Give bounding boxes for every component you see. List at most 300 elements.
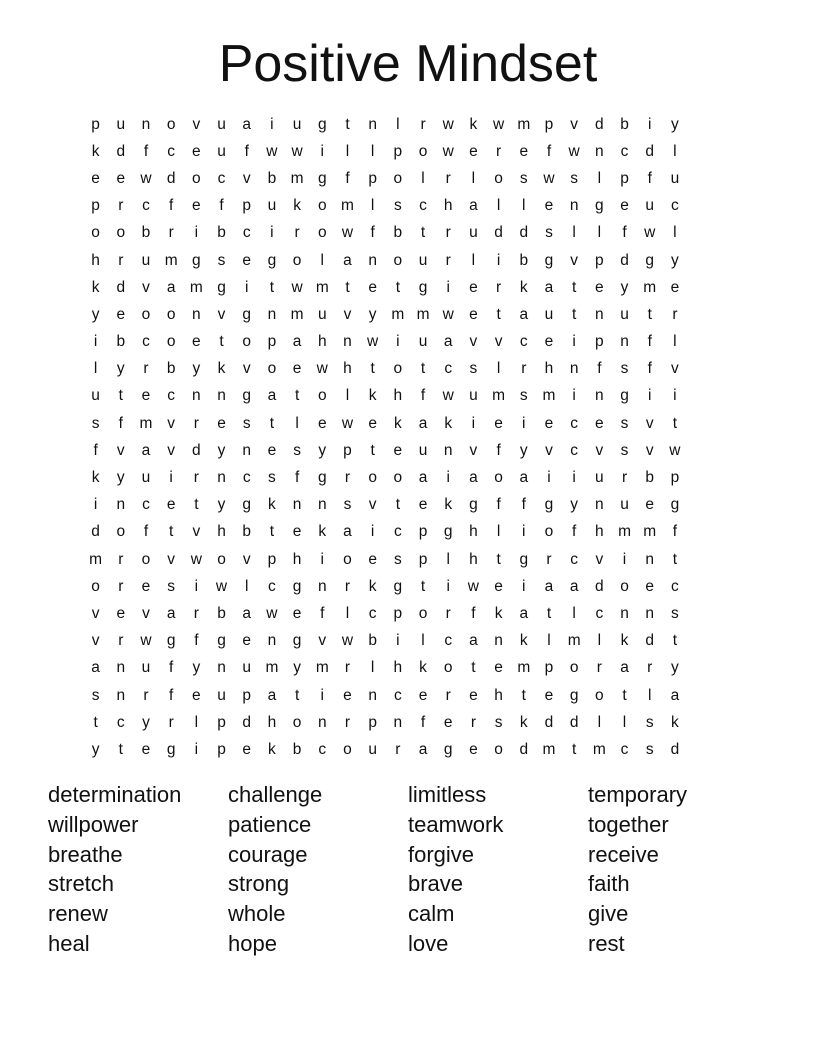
grid-cell[interactable]: o (368, 469, 377, 487)
grid-cell[interactable]: r (470, 713, 476, 731)
grid-cell[interactable]: p (393, 142, 403, 160)
grid-cell[interactable]: i (270, 115, 274, 133)
grid-cell[interactable]: l (93, 360, 98, 378)
grid-cell[interactable]: p (544, 659, 554, 677)
grid-cell[interactable]: c (595, 604, 604, 622)
grid-cell[interactable]: g (192, 251, 201, 269)
grid-cell[interactable]: l (471, 169, 476, 187)
grid-cell[interactable]: w (568, 142, 580, 160)
grid-cell[interactable]: a (267, 686, 277, 704)
grid-cell[interactable]: y (671, 659, 679, 677)
grid-cell[interactable]: e (217, 414, 226, 432)
grid-cell[interactable]: n (595, 496, 604, 514)
grid-cell[interactable]: b (116, 333, 126, 351)
grid-cell[interactable]: t (420, 360, 426, 378)
grid-cell[interactable]: e (91, 169, 100, 187)
grid-cell[interactable]: e (469, 686, 478, 704)
grid-cell[interactable]: c (116, 713, 125, 731)
grid-cell[interactable]: a (469, 469, 478, 487)
grid-cell[interactable]: u (141, 469, 151, 487)
grid-cell[interactable]: t (395, 496, 400, 514)
grid-cell[interactable]: i (647, 387, 652, 405)
grid-cell[interactable]: r (521, 360, 527, 378)
grid-cell[interactable]: e (620, 197, 629, 215)
grid-cell[interactable]: o (317, 387, 327, 405)
grid-cell[interactable]: i (446, 469, 450, 487)
grid-cell[interactable]: y (570, 496, 579, 514)
grid-cell[interactable]: f (370, 224, 375, 242)
grid-cell[interactable]: u (292, 115, 302, 133)
grid-cell[interactable]: t (420, 224, 426, 242)
grid-cell[interactable]: g (166, 740, 176, 758)
grid-cell[interactable]: g (242, 387, 252, 405)
grid-cell[interactable]: e (519, 142, 529, 160)
grid-cell[interactable]: b (217, 604, 226, 622)
grid-cell[interactable]: b (519, 251, 529, 269)
grid-cell[interactable]: f (169, 197, 174, 215)
grid-cell[interactable]: n (116, 496, 126, 514)
grid-cell[interactable]: v (645, 414, 654, 432)
grid-cell[interactable]: t (572, 740, 577, 758)
grid-cell[interactable]: c (570, 550, 579, 568)
grid-cell[interactable]: h (443, 197, 453, 215)
grid-cell[interactable]: i (244, 278, 249, 296)
grid-cell[interactable]: f (546, 142, 552, 160)
grid-cell[interactable]: n (595, 142, 604, 160)
grid-cell[interactable]: u (620, 305, 629, 323)
grid-cell[interactable]: s (570, 169, 579, 187)
grid-cell[interactable]: v (368, 496, 377, 514)
grid-cell[interactable]: t (572, 278, 577, 296)
grid-cell[interactable]: r (344, 577, 351, 595)
grid-cell[interactable]: l (345, 604, 350, 622)
grid-cell[interactable]: c (671, 197, 679, 215)
grid-cell[interactable]: g (519, 550, 529, 568)
grid-cell[interactable]: s (167, 577, 176, 595)
grid-cell[interactable]: s (91, 686, 100, 704)
grid-cell[interactable]: r (621, 469, 628, 487)
grid-cell[interactable]: b (242, 523, 252, 541)
grid-cell[interactable]: d (494, 224, 503, 242)
grid-cell[interactable]: u (141, 251, 151, 269)
grid-cell[interactable]: m (290, 169, 304, 187)
grid-cell[interactable]: b (393, 224, 403, 242)
grid-cell[interactable]: h (595, 523, 604, 541)
grid-cell[interactable]: d (544, 713, 554, 731)
grid-cell[interactable]: t (471, 659, 476, 677)
grid-cell[interactable]: o (292, 251, 302, 269)
grid-cell[interactable]: s (620, 441, 629, 459)
grid-cell[interactable]: t (546, 604, 552, 622)
grid-cell[interactable]: w (215, 577, 228, 595)
grid-cell[interactable]: b (368, 632, 377, 650)
grid-cell[interactable]: e (242, 740, 252, 758)
grid-cell[interactable]: e (418, 496, 428, 514)
grid-cell[interactable]: k (268, 496, 276, 514)
grid-cell[interactable]: r (118, 577, 124, 595)
grid-cell[interactable]: u (141, 659, 151, 677)
grid-cell[interactable]: f (622, 224, 627, 242)
grid-cell[interactable]: r (445, 686, 451, 704)
grid-cell[interactable]: c (142, 333, 150, 351)
grid-cell[interactable]: e (192, 686, 201, 704)
grid-cell[interactable]: y (217, 496, 226, 514)
grid-cell[interactable]: n (192, 305, 201, 323)
grid-cell[interactable]: w (266, 142, 278, 160)
grid-cell[interactable]: e (292, 523, 302, 541)
grid-cell[interactable]: u (544, 305, 554, 323)
grid-cell[interactable]: n (569, 197, 579, 215)
grid-cell[interactable]: d (519, 224, 529, 242)
grid-cell[interactable]: c (519, 333, 528, 351)
grid-cell[interactable]: k (469, 115, 478, 133)
grid-cell[interactable]: b (141, 224, 151, 242)
grid-cell[interactable]: s (620, 360, 629, 378)
grid-cell[interactable]: t (194, 496, 199, 514)
grid-cell[interactable]: g (645, 251, 655, 269)
grid-cell[interactable]: i (270, 224, 274, 242)
grid-cell[interactable]: k (519, 278, 528, 296)
grid-cell[interactable]: f (496, 496, 501, 514)
grid-cell[interactable]: f (93, 441, 98, 459)
grid-cell[interactable]: r (344, 713, 351, 731)
grid-cell[interactable]: a (343, 523, 352, 541)
grid-cell[interactable]: l (647, 686, 652, 704)
grid-cell[interactable]: b (292, 740, 302, 758)
grid-cell[interactable]: p (544, 115, 554, 133)
grid-cell[interactable]: c (620, 142, 629, 160)
grid-cell[interactable]: y (519, 441, 528, 459)
grid-cell[interactable]: d (166, 169, 176, 187)
grid-cell[interactable]: t (93, 713, 98, 731)
grid-cell[interactable]: e (494, 414, 503, 432)
grid-cell[interactable]: n (217, 469, 226, 487)
grid-cell[interactable]: e (544, 333, 554, 351)
grid-cell[interactable]: r (168, 224, 174, 242)
grid-cell[interactable]: y (91, 740, 100, 758)
grid-cell[interactable]: e (469, 278, 478, 296)
grid-cell[interactable]: v (343, 305, 352, 323)
grid-cell[interactable]: l (572, 604, 576, 622)
grid-cell[interactable]: h (292, 550, 302, 568)
grid-cell[interactable]: d (242, 713, 252, 731)
grid-cell[interactable]: d (595, 115, 604, 133)
grid-cell[interactable]: v (91, 604, 100, 622)
grid-cell[interactable]: k (671, 713, 679, 731)
grid-cell[interactable]: c (570, 441, 579, 459)
grid-cell[interactable]: i (572, 387, 576, 405)
grid-cell[interactable]: a (418, 469, 428, 487)
grid-cell[interactable]: m (139, 414, 153, 432)
grid-cell[interactable]: m (492, 387, 506, 405)
grid-cell[interactable]: y (116, 360, 125, 378)
grid-cell[interactable]: y (192, 659, 201, 677)
grid-cell[interactable]: e (317, 414, 327, 432)
grid-cell[interactable]: k (444, 496, 453, 514)
grid-cell[interactable]: y (142, 713, 150, 731)
grid-cell[interactable]: c (318, 740, 327, 758)
grid-cell[interactable]: e (192, 197, 201, 215)
grid-cell[interactable]: c (142, 496, 150, 514)
grid-cell[interactable]: m (618, 523, 631, 541)
grid-cell[interactable]: h (343, 360, 352, 378)
grid-cell[interactable]: p (91, 197, 100, 215)
grid-cell[interactable]: c (444, 632, 453, 650)
grid-cell[interactable]: u (116, 115, 126, 133)
grid-cell[interactable]: s (393, 197, 402, 215)
grid-cell[interactable]: k (268, 740, 276, 758)
grid-cell[interactable]: i (522, 577, 526, 595)
grid-cell[interactable]: h (469, 523, 478, 541)
grid-cell[interactable]: y (293, 659, 301, 677)
grid-cell[interactable]: i (622, 550, 627, 568)
grid-cell[interactable]: o (569, 659, 579, 677)
grid-cell[interactable]: t (269, 278, 275, 296)
grid-cell[interactable]: u (418, 251, 428, 269)
grid-cell[interactable]: c (242, 469, 251, 487)
grid-cell[interactable]: i (320, 686, 324, 704)
grid-cell[interactable]: f (143, 142, 149, 160)
grid-cell[interactable]: w (644, 224, 656, 242)
grid-cell[interactable]: r (496, 278, 502, 296)
grid-cell[interactable]: k (393, 414, 402, 432)
grid-cell[interactable]: p (368, 713, 377, 731)
grid-cell[interactable]: t (647, 305, 652, 323)
grid-cell[interactable]: s (469, 360, 478, 378)
grid-cell[interactable]: e (645, 496, 655, 514)
grid-cell[interactable]: a (670, 686, 680, 704)
grid-cell[interactable]: w (140, 632, 152, 650)
grid-cell[interactable]: t (370, 360, 375, 378)
grid-cell[interactable]: v (192, 523, 201, 541)
grid-cell[interactable]: k (620, 632, 629, 650)
grid-cell[interactable]: l (421, 632, 425, 650)
grid-cell[interactable]: i (522, 414, 526, 432)
grid-cell[interactable]: t (294, 387, 300, 405)
grid-cell[interactable]: r (445, 251, 451, 269)
grid-cell[interactable]: e (469, 142, 478, 160)
grid-cell[interactable]: i (522, 523, 526, 541)
grid-cell[interactable]: p (595, 333, 604, 351)
grid-cell[interactable]: g (292, 577, 302, 595)
grid-cell[interactable]: t (294, 686, 300, 704)
grid-cell[interactable]: n (645, 550, 655, 568)
grid-cell[interactable]: l (295, 414, 299, 432)
grid-cell[interactable]: i (194, 740, 199, 758)
grid-cell[interactable]: f (471, 604, 476, 622)
grid-cell[interactable]: e (116, 169, 126, 187)
grid-cell[interactable]: w (442, 387, 454, 405)
grid-cell[interactable]: s (91, 414, 100, 432)
grid-cell[interactable]: r (546, 550, 552, 568)
grid-cell[interactable]: r (193, 469, 199, 487)
grid-cell[interactable]: g (217, 278, 226, 296)
grid-cell[interactable]: o (418, 142, 428, 160)
grid-cell[interactable]: f (647, 360, 652, 378)
grid-cell[interactable]: e (141, 387, 151, 405)
grid-cell[interactable]: m (592, 740, 606, 758)
grid-cell[interactable]: e (368, 550, 377, 568)
grid-cell[interactable]: w (341, 224, 354, 242)
grid-cell[interactable]: v (192, 115, 201, 133)
grid-cell[interactable]: b (645, 469, 655, 487)
grid-cell[interactable]: i (396, 333, 400, 351)
grid-cell[interactable]: l (673, 333, 677, 351)
grid-cell[interactable]: f (647, 169, 652, 187)
grid-cell[interactable]: e (418, 686, 428, 704)
grid-cell[interactable]: u (368, 740, 377, 758)
grid-cell[interactable]: o (116, 224, 126, 242)
grid-cell[interactable]: s (343, 496, 352, 514)
grid-cell[interactable]: d (645, 632, 655, 650)
grid-cell[interactable]: g (569, 686, 579, 704)
grid-cell[interactable]: e (670, 278, 680, 296)
grid-cell[interactable]: n (317, 496, 327, 514)
grid-cell[interactable]: l (496, 360, 501, 378)
grid-cell[interactable]: u (418, 441, 428, 459)
grid-cell[interactable]: o (544, 523, 554, 541)
grid-cell[interactable]: d (595, 577, 604, 595)
grid-cell[interactable]: a (141, 441, 151, 459)
grid-cell[interactable]: n (267, 305, 277, 323)
grid-cell[interactable]: t (672, 414, 678, 432)
grid-cell[interactable]: m (315, 659, 329, 677)
grid-cell[interactable]: v (142, 278, 150, 296)
grid-cell[interactable]: c (268, 577, 276, 595)
grid-cell[interactable]: v (570, 115, 579, 133)
grid-cell[interactable]: v (570, 251, 579, 269)
grid-cell[interactable]: i (446, 577, 450, 595)
grid-cell[interactable]: k (91, 469, 100, 487)
grid-cell[interactable]: t (395, 278, 400, 296)
grid-cell[interactable]: d (519, 740, 529, 758)
grid-cell[interactable]: n (368, 251, 377, 269)
grid-cell[interactable]: k (91, 278, 100, 296)
grid-cell[interactable]: o (494, 740, 503, 758)
grid-cell[interactable]: y (368, 305, 377, 323)
grid-cell[interactable]: r (118, 251, 124, 269)
grid-cell[interactable]: l (244, 577, 249, 595)
grid-cell[interactable]: s (519, 169, 528, 187)
grid-cell[interactable]: e (595, 414, 604, 432)
grid-cell[interactable]: v (595, 441, 604, 459)
grid-cell[interactable]: f (169, 659, 174, 677)
grid-cell[interactable]: r (647, 659, 653, 677)
grid-cell[interactable]: f (294, 469, 300, 487)
grid-cell[interactable]: n (368, 686, 377, 704)
grid-cell[interactable]: m (517, 115, 531, 133)
grid-cell[interactable]: u (469, 224, 478, 242)
grid-cell[interactable]: k (419, 659, 427, 677)
grid-cell[interactable]: c (671, 577, 679, 595)
grid-cell[interactable]: w (367, 333, 379, 351)
grid-cell[interactable]: a (292, 333, 302, 351)
grid-cell[interactable]: o (393, 469, 403, 487)
grid-cell[interactable]: n (620, 333, 629, 351)
grid-cell[interactable]: o (166, 305, 176, 323)
grid-cell[interactable]: e (292, 360, 302, 378)
grid-cell[interactable]: e (166, 496, 176, 514)
grid-cell[interactable]: n (217, 659, 226, 677)
grid-cell[interactable]: g (242, 305, 252, 323)
grid-cell[interactable]: a (267, 387, 277, 405)
grid-cell[interactable]: h (393, 387, 403, 405)
grid-cell[interactable]: r (445, 224, 451, 242)
grid-cell[interactable]: g (670, 496, 680, 514)
grid-cell[interactable]: l (496, 197, 501, 215)
grid-cell[interactable]: l (622, 713, 627, 731)
grid-cell[interactable]: i (446, 278, 450, 296)
grid-cell[interactable]: m (643, 278, 657, 296)
grid-cell[interactable]: g (544, 496, 554, 514)
grid-cell[interactable]: e (393, 441, 403, 459)
grid-cell[interactable]: c (242, 224, 251, 242)
grid-cell[interactable]: b (267, 169, 277, 187)
grid-cell[interactable]: e (544, 414, 554, 432)
grid-cell[interactable]: f (420, 387, 426, 405)
grid-cell[interactable]: h (469, 550, 478, 568)
grid-cell[interactable]: a (544, 278, 554, 296)
grid-cell[interactable]: l (345, 387, 350, 405)
grid-cell[interactable]: n (217, 387, 226, 405)
grid-cell[interactable]: b (217, 224, 226, 242)
grid-cell[interactable]: c (393, 523, 402, 541)
grid-cell[interactable]: y (671, 115, 679, 133)
grid-cell[interactable]: y (318, 441, 327, 459)
grid-cell[interactable]: e (368, 414, 377, 432)
grid-cell[interactable]: h (544, 360, 554, 378)
grid-cell[interactable]: s (545, 224, 553, 242)
grid-cell[interactable]: o (141, 305, 151, 323)
grid-cell[interactable]: u (217, 686, 226, 704)
grid-cell[interactable]: i (673, 387, 677, 405)
grid-cell[interactable]: i (194, 224, 199, 242)
grid-cell[interactable]: c (217, 169, 226, 187)
grid-cell[interactable]: e (192, 142, 201, 160)
grid-cell[interactable]: s (217, 251, 226, 269)
grid-cell[interactable]: p (368, 169, 377, 187)
grid-cell[interactable]: o (192, 169, 201, 187)
grid-cell[interactable]: o (494, 169, 503, 187)
grid-cell[interactable]: i (194, 577, 199, 595)
grid-cell[interactable]: k (494, 604, 503, 622)
grid-cell[interactable]: w (190, 550, 202, 568)
grid-cell[interactable]: g (292, 632, 302, 650)
grid-cell[interactable]: u (317, 305, 327, 323)
grid-cell[interactable]: l (370, 142, 375, 160)
grid-cell[interactable]: n (116, 659, 126, 677)
grid-cell[interactable]: m (290, 305, 304, 323)
grid-cell[interactable]: i (572, 469, 576, 487)
grid-cell[interactable]: r (445, 604, 451, 622)
grid-cell[interactable]: a (569, 577, 579, 595)
grid-cell[interactable]: p (242, 686, 252, 704)
grid-cell[interactable]: l (345, 142, 350, 160)
grid-cell[interactable]: n (116, 686, 126, 704)
grid-cell[interactable]: w (291, 278, 303, 296)
grid-cell[interactable]: v (494, 333, 503, 351)
grid-cell[interactable]: t (219, 333, 224, 351)
grid-cell[interactable]: a (418, 414, 428, 432)
grid-cell[interactable]: y (116, 469, 125, 487)
grid-cell[interactable]: i (572, 333, 576, 351)
grid-cell[interactable]: a (166, 604, 176, 622)
grid-cell[interactable]: t (269, 523, 275, 541)
grid-cell[interactable]: c (620, 740, 629, 758)
grid-cell[interactable]: l (597, 632, 602, 650)
grid-cell[interactable]: i (396, 632, 400, 650)
grid-cell[interactable]: g (317, 469, 327, 487)
